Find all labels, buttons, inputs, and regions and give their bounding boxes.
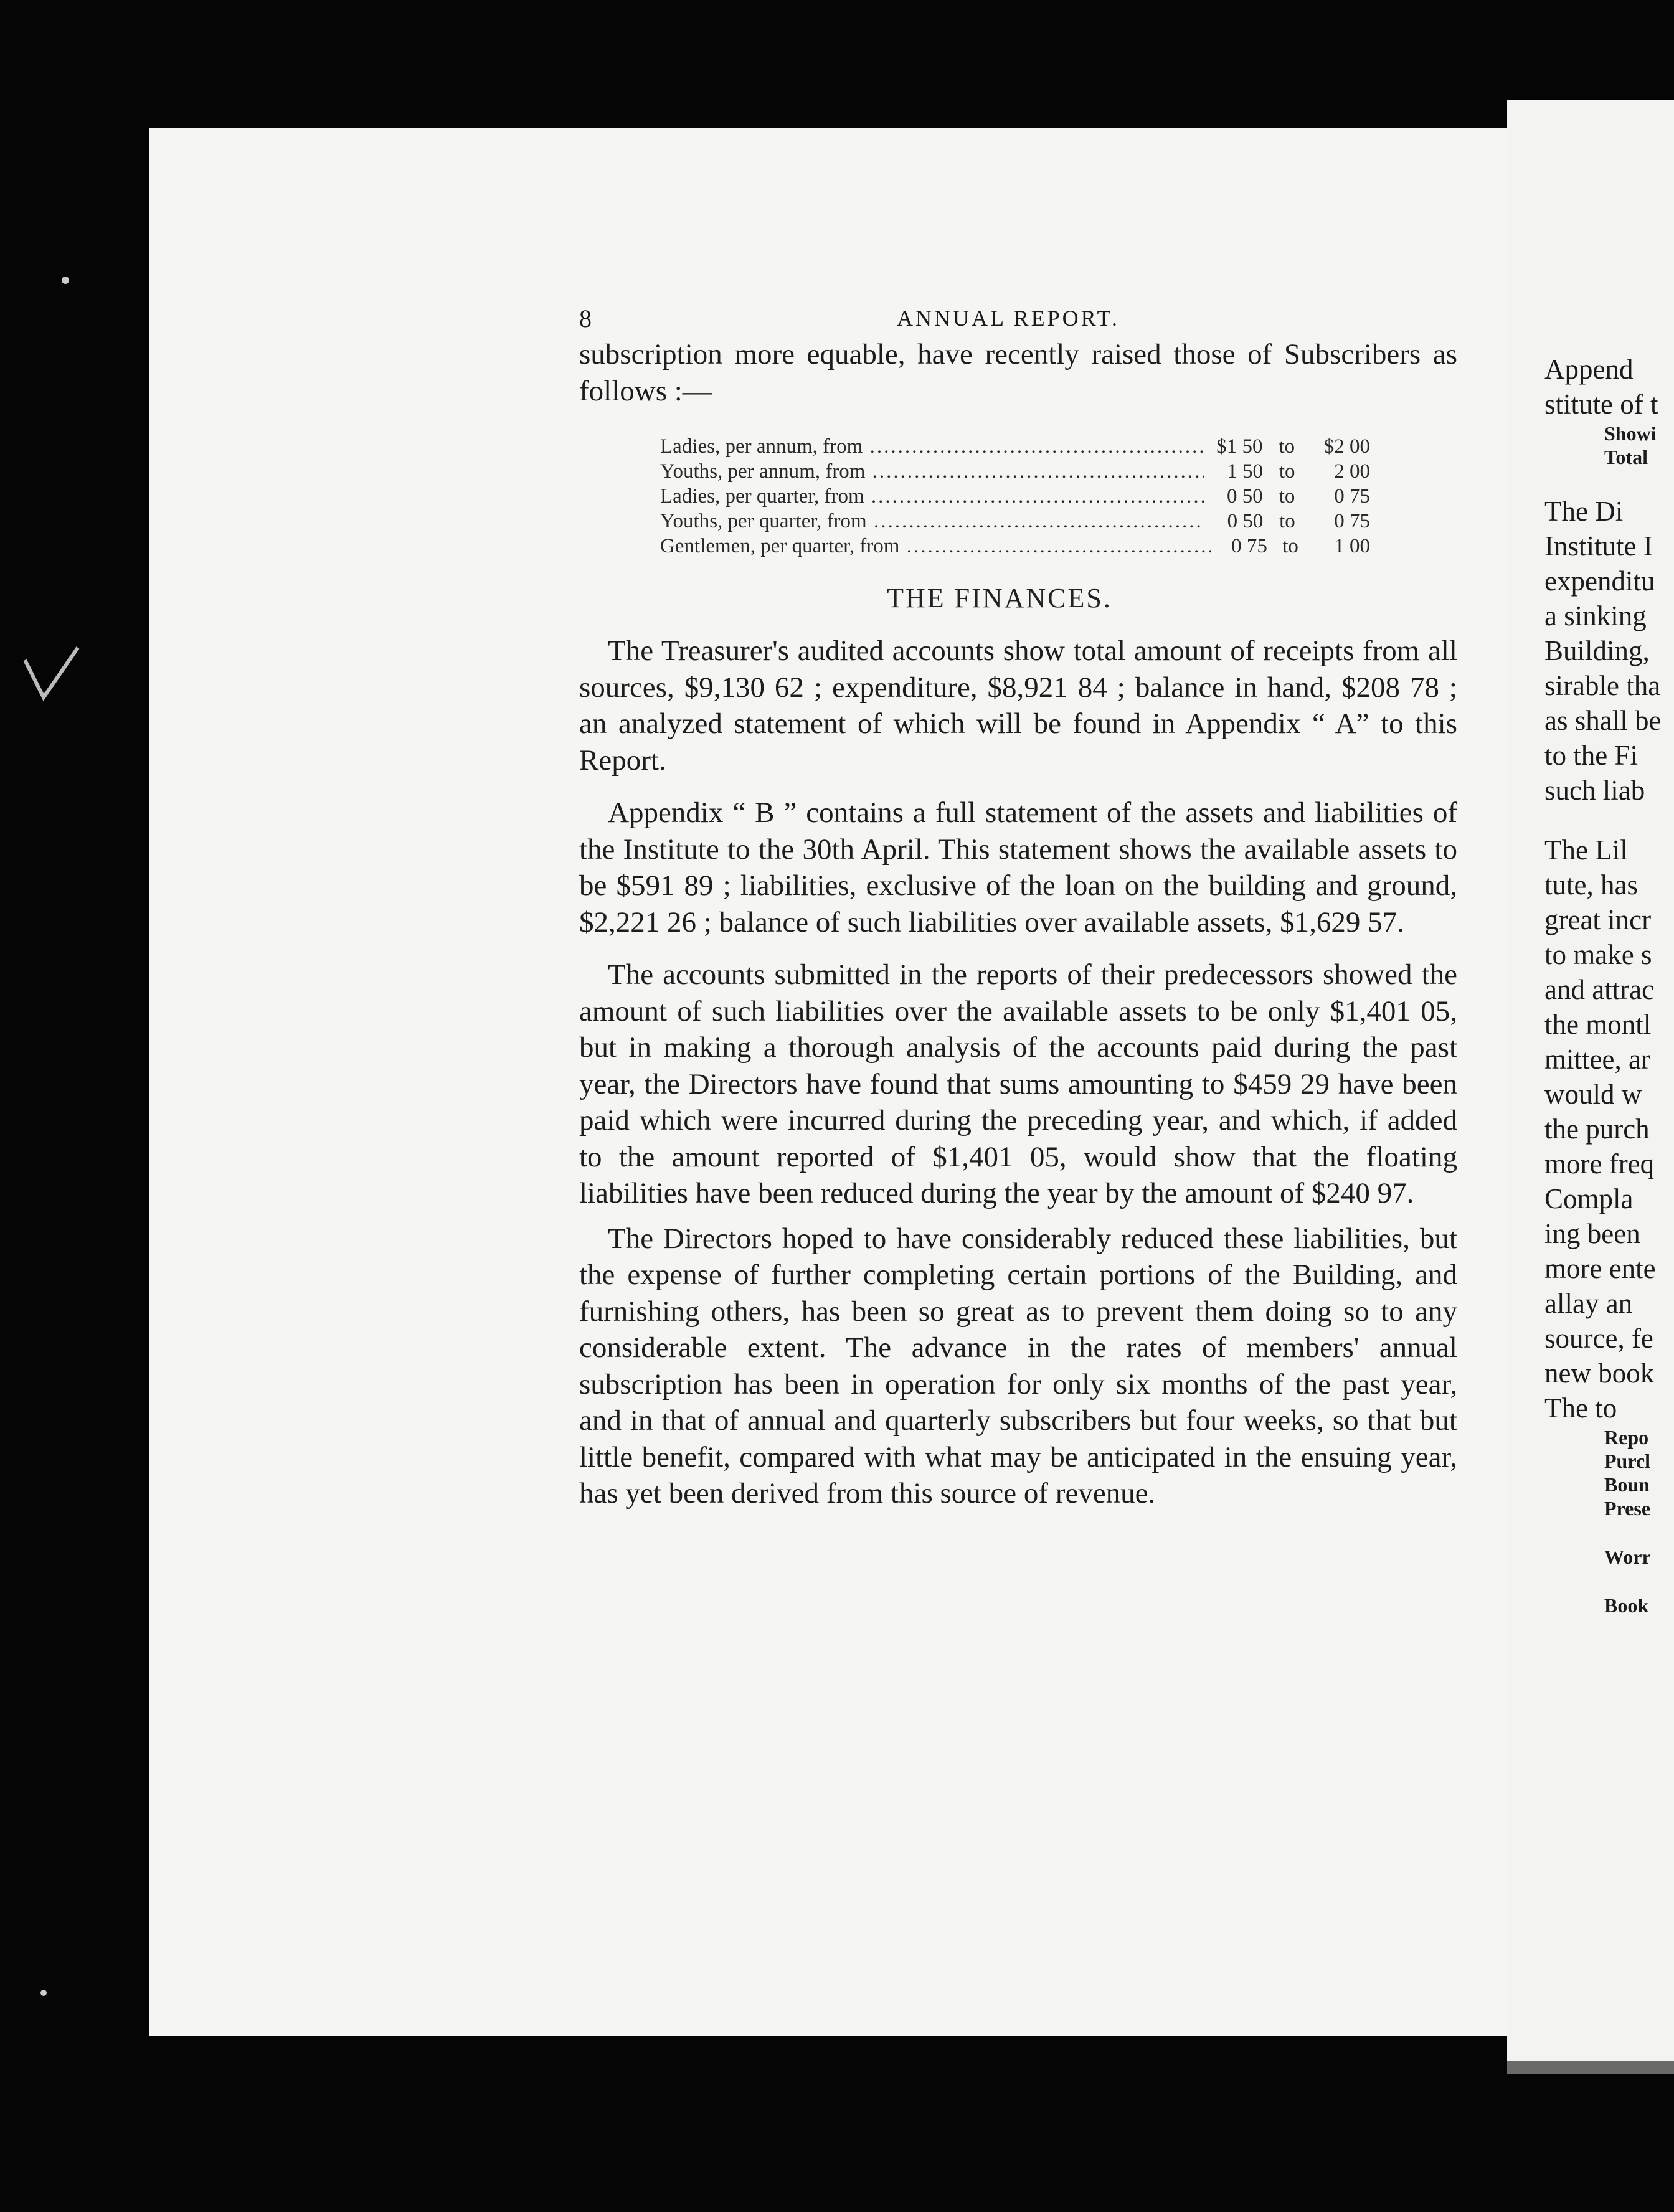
right-page-line: allay an: [1544, 1288, 1633, 1319]
right-page-line: to the Fi: [1544, 740, 1639, 771]
right-page-line: great incr: [1544, 904, 1652, 935]
running-head-title: ANNUAL REPORT.: [897, 306, 1120, 331]
right-page-line: expenditu: [1544, 565, 1655, 597]
rate-row: [660, 534, 1457, 559]
right-page-line: Showi: [1604, 422, 1657, 445]
rate-to: 1 00: [1334, 535, 1371, 557]
right-page-line: Building,: [1544, 635, 1650, 666]
rate-row: [660, 484, 1457, 509]
right-page-line: Book: [1604, 1594, 1649, 1617]
running-header: [579, 299, 1457, 336]
rate-label: Youths, per annum, from .....: [660, 459, 1204, 484]
right-page-line: stitute of t: [1544, 389, 1658, 420]
right-page-line: as shall be: [1544, 705, 1662, 736]
page-number: 8: [579, 305, 592, 333]
right-page-fragment: [1507, 100, 1674, 2061]
right-page-line: such liab: [1544, 775, 1645, 806]
rate-from: 0 75: [1231, 535, 1267, 557]
right-page-text: [1544, 352, 1674, 1617]
rate-row: [660, 459, 1457, 484]
right-page-line: and attrac: [1544, 974, 1655, 1005]
right-page-line: [1544, 1569, 1674, 1594]
right-page-line: sirable tha: [1544, 670, 1661, 701]
rate-label: Ladies, per annum, from .....: [660, 434, 1204, 459]
paragraph-directors: The Directors hoped to have considerably reduced these liabilities, but the expense of further completing certain portions of the Building, and furnishing others, has been so great as to prevent them doing so to any considerable extent. The advance in the rates of members' annual subscription has been in operation for only six months of the past year, and in that of annual and quarterly subscribers but four weeks, so that but little benefit, compared with what may be anticipated in the ensuing year, has yet been derived from this source of revenue.: [579, 1222, 1457, 1510]
right-page-line: Total: [1604, 446, 1648, 468]
right-page-line: The Lil: [1544, 834, 1628, 866]
rate-to-word: to: [1279, 460, 1295, 483]
rate-from: 0 50: [1227, 510, 1264, 532]
rate-to-word: to: [1279, 435, 1295, 458]
right-page-line: The to: [1544, 1392, 1617, 1424]
right-page-line: Purcl: [1604, 1450, 1651, 1472]
rate-to-word: to: [1279, 485, 1295, 508]
right-page-line: [1544, 808, 1674, 833]
rate-from: 0 50: [1227, 485, 1263, 508]
rate-label: Ladies, per quarter, from .....: [660, 484, 1204, 509]
right-page-line: Compla: [1544, 1183, 1634, 1214]
right-page-line: Append: [1544, 354, 1634, 385]
paragraph-appendix-b: Appendix “ B ” contains a full statement of the assets and liabilities of the Institute to the 30th April. This statement shows the available assets to be $591 89 ; liabilities, exclusive of the loan on the building and ground, $2,221 26 ; balance of such liabilities over available assets, $1,629 57.: [579, 796, 1457, 938]
section-heading: THE FINANCES.: [887, 583, 1112, 613]
opening-paragraph: subscription more equable, have recently raised those of Subscribers as follows :—: [579, 338, 1457, 407]
rate-label: Gentlemen, per quarter, from .....: [660, 534, 1211, 559]
right-page-line: would w: [1544, 1079, 1642, 1110]
right-page-line: Prese: [1604, 1497, 1651, 1520]
rate-to: $2 00: [1323, 435, 1371, 458]
right-page-line: [1544, 469, 1674, 494]
rate-from: 1 50: [1227, 460, 1263, 483]
right-page-line: mittee, ar: [1544, 1044, 1650, 1075]
right-page-line: more freq: [1544, 1148, 1655, 1179]
right-page-line: Worr: [1604, 1546, 1651, 1568]
rate-to-word: to: [1279, 510, 1295, 532]
right-page-line: new book: [1544, 1358, 1655, 1389]
rate-to: 0 75: [1334, 485, 1370, 508]
right-page-line: more ente: [1544, 1253, 1656, 1284]
right-page-line: Repo: [1604, 1426, 1649, 1449]
page-body: [579, 299, 1457, 1512]
rate-to-word: to: [1282, 535, 1298, 557]
right-page-line: the purch: [1544, 1113, 1650, 1145]
rate-row: [660, 509, 1457, 534]
right-page-line: The Di: [1544, 496, 1624, 527]
rates-table: [660, 434, 1457, 559]
right-page-line: Institute I: [1544, 531, 1653, 562]
right-page-line: ing been: [1544, 1218, 1640, 1249]
rate-to: 2 00: [1334, 460, 1370, 483]
paragraph-treasurer: The Treasurer's audited accounts show total amount of receipts from all sources, $9,130 62 ; expenditure, $8,921 84 ; balance in hand, $208 78 ; an analyzed statement of which will be found in Appendix “ A” to this Report.: [579, 635, 1457, 777]
rate-label: Youths, per quarter, from .....: [660, 509, 1204, 534]
right-page-line: a sinking: [1544, 600, 1647, 631]
right-page-line: Boun: [1604, 1473, 1650, 1496]
right-page-line: [1544, 1520, 1674, 1545]
right-page-line: source, fe: [1544, 1323, 1653, 1354]
right-page-line: to make s: [1544, 939, 1652, 970]
right-page-line: the montl: [1544, 1009, 1652, 1040]
paragraph-accounts: The accounts submitted in the reports of their predecessors showed the amount of such liabilities over the available assets to be only $1,401 05, but in making a thorough analysis of the accounts paid during the past year, the Directors have found that sums amounting to $459 29 have been paid which were incurred during the preceding year, and which, if added to the amount reported of $1,401 05, would show that the floating liabilities have been reduced during the year by the amount of $240 97.: [579, 958, 1457, 1209]
right-page-line: tute, has: [1544, 869, 1638, 900]
rate-from: $1 50: [1216, 435, 1263, 458]
rate-to: 0 75: [1334, 510, 1371, 532]
rate-row: [660, 434, 1457, 459]
